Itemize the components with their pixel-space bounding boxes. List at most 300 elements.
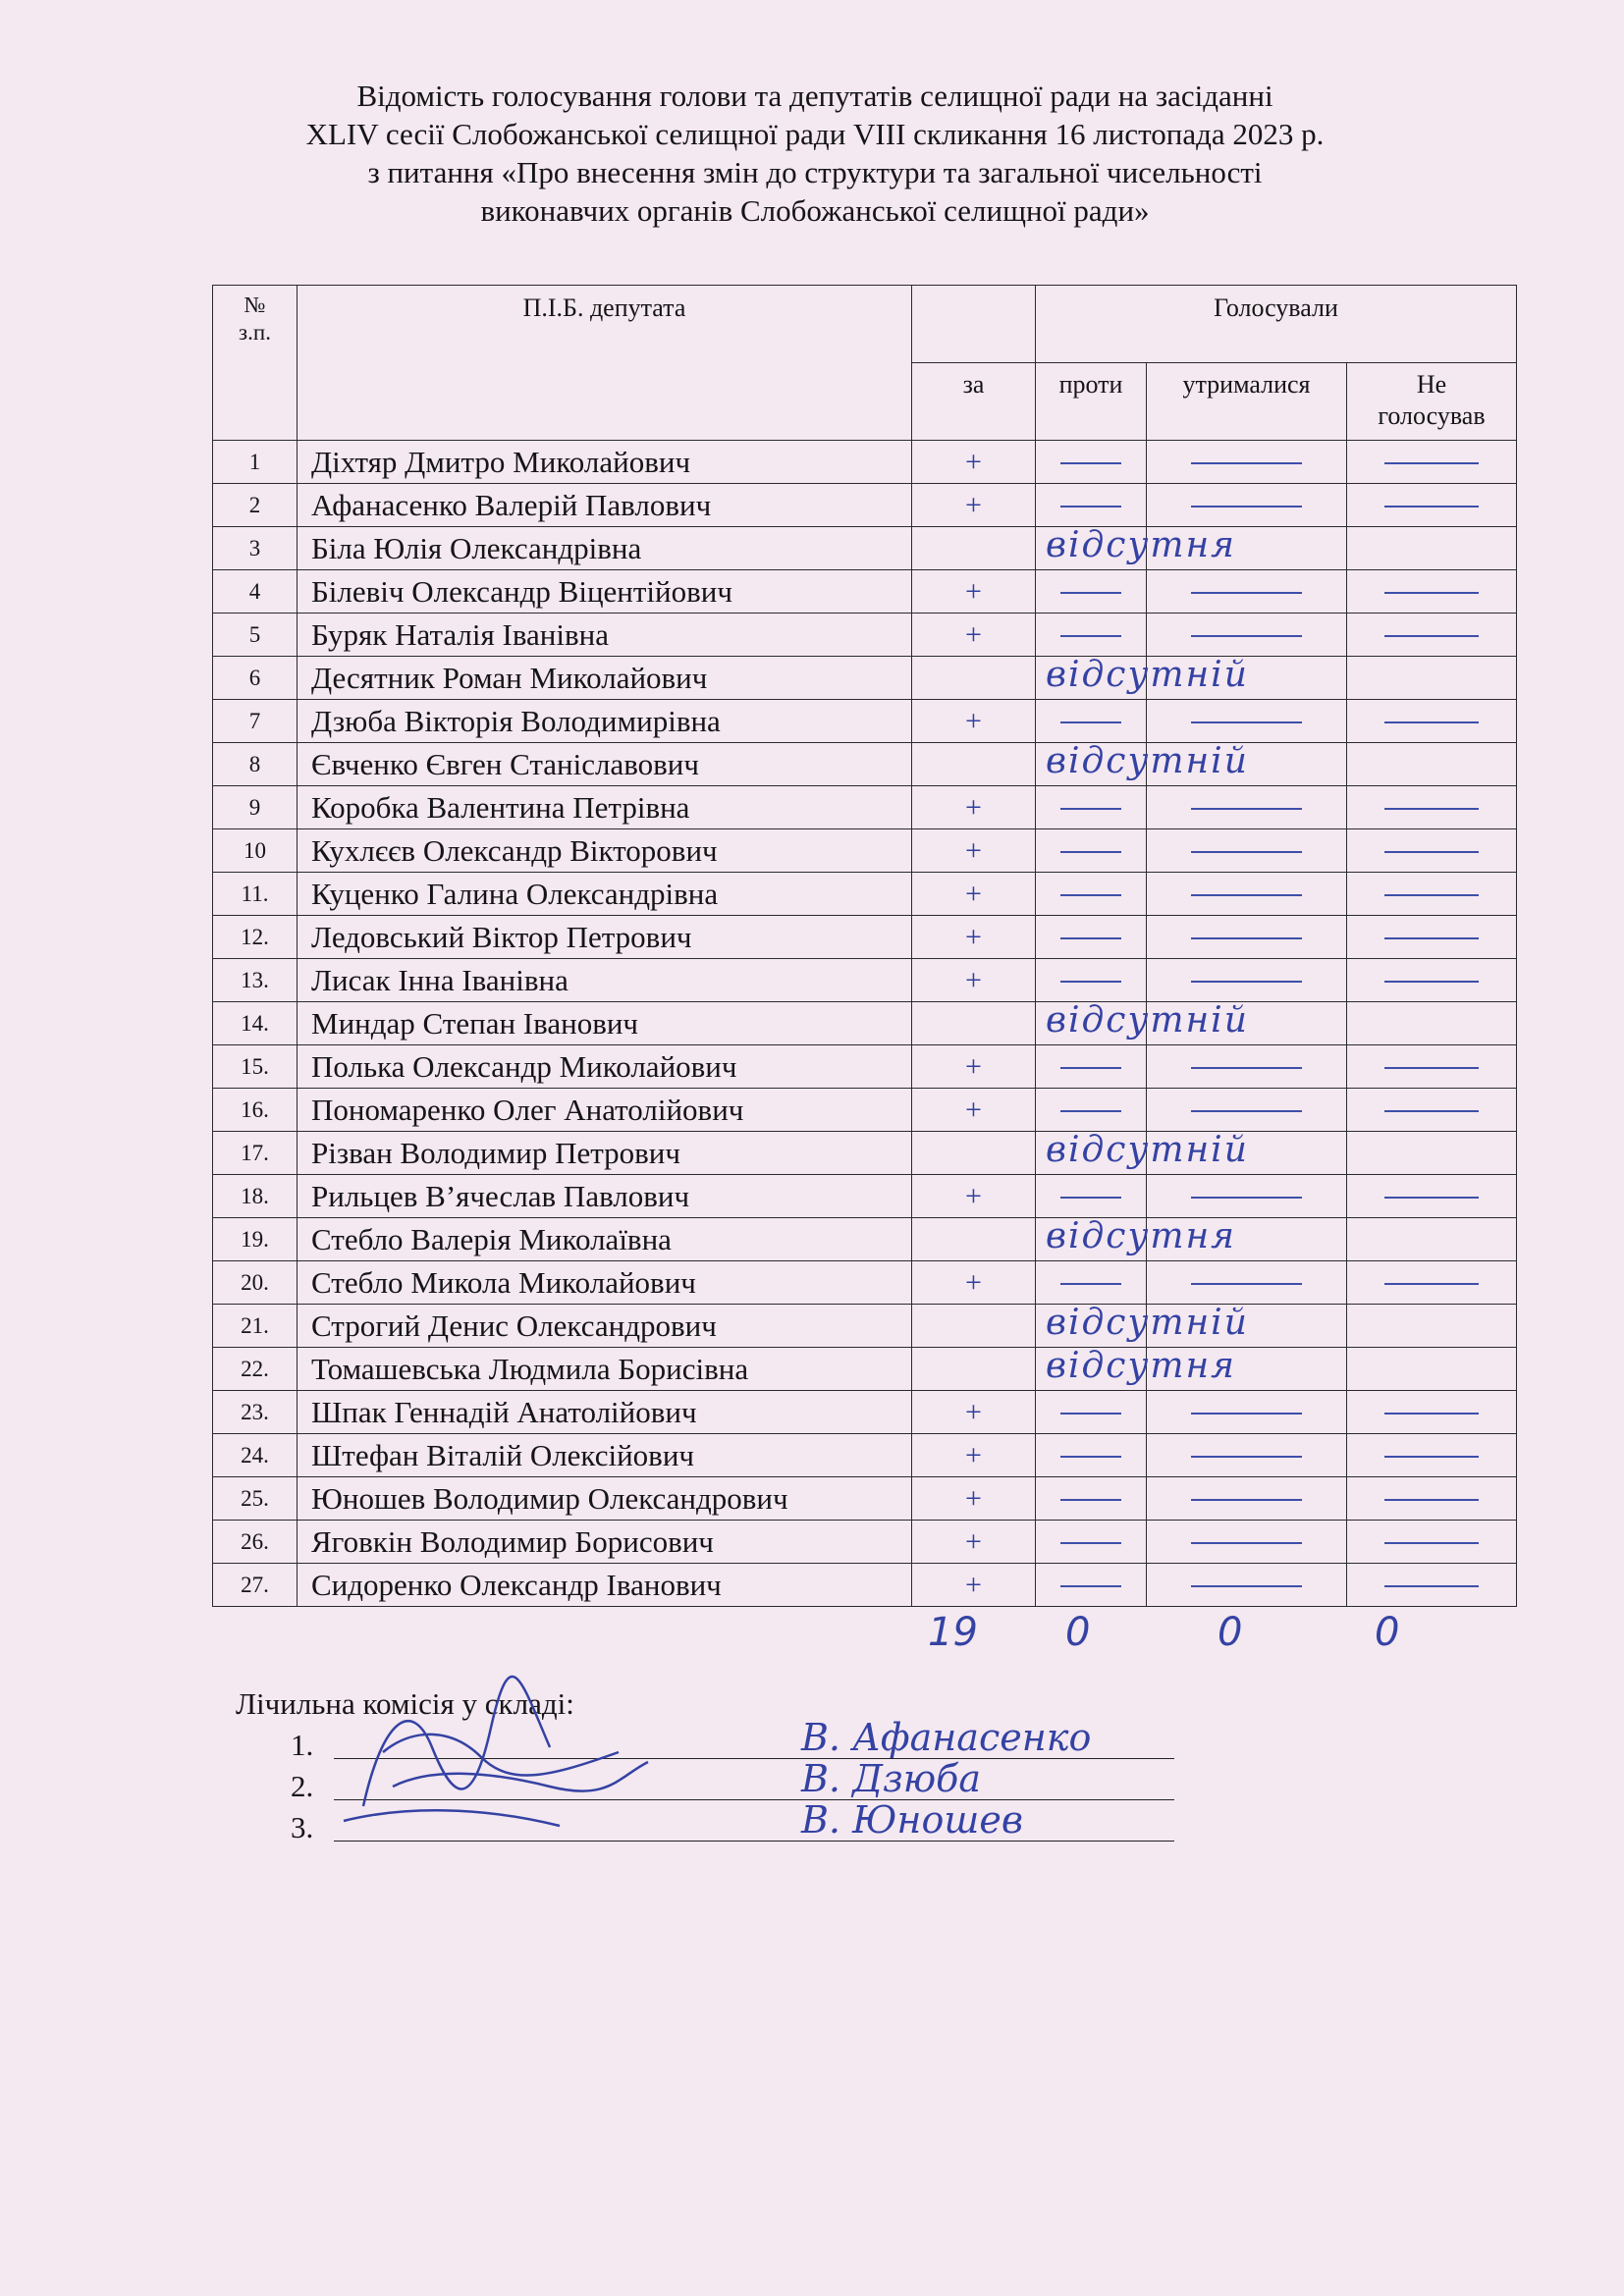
dash-mark-icon — [1191, 1585, 1303, 1587]
vote-za-cell — [912, 1089, 1036, 1132]
absent-note: відсутня — [1046, 1346, 1237, 1386]
vote-ne-cell — [1347, 484, 1517, 527]
deputy-name: Десятник Роман Миколайович — [298, 657, 912, 700]
column-header-number: № з.п. — [213, 286, 298, 441]
dash-mark-icon — [1191, 1110, 1303, 1112]
vote-proty-cell — [1036, 873, 1147, 916]
table-body — [213, 441, 1517, 1607]
vote-ne-cell — [1347, 1434, 1517, 1477]
vote-za-cell — [912, 1564, 1036, 1607]
vote-za-cell — [912, 441, 1036, 484]
vote-ne-cell — [1347, 657, 1517, 700]
dash-mark-icon — [1384, 1197, 1479, 1199]
vote-proty-cell — [1036, 916, 1147, 959]
vote-ne-cell — [1347, 1175, 1517, 1218]
table-row — [213, 570, 1517, 614]
dash-mark-icon — [1191, 1067, 1303, 1069]
row-number: 4 — [213, 570, 298, 614]
row-number: 7 — [213, 700, 298, 743]
vote-za-cell — [912, 1261, 1036, 1305]
deputy-name: Ледовський Віктор Петрович — [298, 916, 912, 959]
dash-mark-icon — [1384, 851, 1479, 853]
dash-mark-icon — [1060, 1499, 1122, 1501]
handwritten-name: В. Дзюба — [801, 1757, 982, 1800]
dash-mark-icon — [1060, 462, 1122, 464]
vote-proty-cell — [1036, 1130, 1249, 1175]
table-row — [213, 1045, 1517, 1089]
vote-utrymalysia-cell — [1147, 1521, 1347, 1564]
vote-za-cell — [912, 1348, 1036, 1391]
table-row — [213, 1305, 1517, 1348]
vote-ne-cell — [1347, 786, 1517, 829]
dash-mark-icon — [1060, 1456, 1122, 1458]
deputy-name: Пономаренко Олег Анатолійович — [298, 1089, 912, 1132]
absent-note: відсутній — [1046, 655, 1249, 695]
vote-proty-cell — [1036, 786, 1147, 829]
plus-mark-icon: + — [965, 1568, 982, 1601]
row-number: 6 — [213, 657, 298, 700]
dash-mark-icon — [1060, 1413, 1122, 1415]
vote-utrymalysia-cell — [1147, 786, 1347, 829]
table-row — [213, 916, 1517, 959]
vote-utrymalysia-cell — [1147, 1477, 1347, 1521]
handwritten-name: В. Юношев — [801, 1798, 1023, 1842]
row-number: 14. — [213, 1002, 298, 1045]
vote-za-cell — [912, 1434, 1036, 1477]
vote-za-cell — [912, 700, 1036, 743]
plus-mark-icon: + — [965, 1093, 982, 1126]
dash-mark-icon — [1060, 1110, 1122, 1112]
vote-za-cell — [912, 1218, 1036, 1261]
vote-ne-cell — [1347, 570, 1517, 614]
vote-proty-cell — [1036, 1000, 1249, 1045]
deputy-name: Різван Володимир Петрович — [298, 1132, 912, 1175]
vote-ne-cell — [1347, 959, 1517, 1002]
deputy-name: Стебло Микола Миколайович — [298, 1261, 912, 1305]
commission-member-number: 1. — [291, 1728, 314, 1762]
vote-ne-cell — [1347, 1391, 1517, 1434]
deputy-name: Томашевська Людмила Борисівна — [298, 1348, 912, 1391]
vote-proty-cell — [1036, 441, 1147, 484]
vote-za-cell — [912, 1305, 1036, 1348]
table-row — [213, 1218, 1517, 1261]
dash-mark-icon — [1384, 1283, 1479, 1285]
vote-ne-cell — [1347, 527, 1517, 570]
vote-utrymalysia-cell — [1147, 700, 1347, 743]
total-za: 19 — [928, 1610, 978, 1655]
absent-note: відсутній — [1046, 1130, 1249, 1170]
deputy-name: Кухлєєв Олександр Вікторович — [298, 829, 912, 873]
total-proty: 0 — [1065, 1610, 1091, 1655]
deputy-name: Сидоренко Олександр Іванович — [298, 1564, 912, 1607]
plus-mark-icon: + — [965, 1438, 982, 1471]
vote-ne-cell — [1347, 1521, 1517, 1564]
vote-utrymalysia-cell — [1147, 959, 1347, 1002]
dash-mark-icon — [1060, 851, 1122, 853]
header-line-4: виконавчих органів Слобожанської селищної ради» — [480, 193, 1150, 228]
plus-mark-icon: + — [965, 1179, 982, 1212]
deputy-name: Коробка Валентина Петрівна — [298, 786, 912, 829]
vote-za-cell — [912, 1175, 1036, 1218]
dash-mark-icon — [1060, 1542, 1122, 1544]
table-row — [213, 700, 1517, 743]
dash-mark-icon — [1384, 1413, 1479, 1415]
plus-mark-icon: + — [965, 617, 982, 651]
vote-proty-cell — [1036, 614, 1147, 657]
vote-ne-cell — [1347, 1089, 1517, 1132]
plus-mark-icon: + — [965, 1524, 982, 1558]
vote-proty-cell — [1036, 1477, 1147, 1521]
row-number: 13. — [213, 959, 298, 1002]
deputy-name: Полька Олександр Миколайович — [298, 1045, 912, 1089]
deputy-name: Діхтяр Дмитро Миколайович — [298, 441, 912, 484]
vote-ne-cell — [1347, 1305, 1517, 1348]
dash-mark-icon — [1191, 1542, 1303, 1544]
vote-proty-cell — [1036, 829, 1147, 873]
table-row — [213, 873, 1517, 916]
dash-mark-icon — [1384, 1585, 1479, 1587]
dash-mark-icon — [1191, 894, 1303, 896]
column-header-voted: Голосували — [1036, 286, 1517, 363]
row-number: 18. — [213, 1175, 298, 1218]
dash-mark-icon — [1191, 808, 1303, 810]
row-number: 17. — [213, 1132, 298, 1175]
vote-proty-cell — [1036, 1521, 1147, 1564]
absent-note: відсутня — [1046, 1216, 1237, 1256]
dash-mark-icon — [1191, 981, 1303, 983]
vote-utrymalysia-cell — [1147, 873, 1347, 916]
table-row — [213, 1089, 1517, 1132]
signatures-scribble — [324, 1659, 697, 1845]
dash-mark-icon — [1191, 1456, 1303, 1458]
deputy-name: Куценко Галина Олександрівна — [298, 873, 912, 916]
table-row — [213, 484, 1517, 527]
vote-za-cell — [912, 1132, 1036, 1175]
table-row — [213, 743, 1517, 786]
dash-mark-icon — [1191, 506, 1303, 507]
row-number: 12. — [213, 916, 298, 959]
vote-utrymalysia-cell — [1147, 484, 1347, 527]
vote-proty-cell — [1036, 1303, 1249, 1348]
plus-mark-icon: + — [965, 1049, 982, 1083]
dash-mark-icon — [1384, 1067, 1479, 1069]
commission-title: Лічильна комісія у складі: — [236, 1686, 574, 1721]
absent-note: відсутня — [1046, 525, 1237, 565]
deputy-name: Юношев Володимир Олександрович — [298, 1477, 912, 1521]
plus-mark-icon: + — [965, 877, 982, 910]
vote-ne-cell — [1347, 614, 1517, 657]
plus-mark-icon: + — [965, 574, 982, 608]
column-header-blank — [912, 286, 1036, 363]
table-row — [213, 614, 1517, 657]
table-row — [213, 657, 1517, 700]
column-header-ne-golosuvav: Не голосував — [1347, 363, 1517, 441]
vote-proty-cell — [1036, 1391, 1147, 1434]
vote-proty-cell — [1036, 655, 1249, 700]
vote-ne-cell — [1347, 1002, 1517, 1045]
dash-mark-icon — [1384, 808, 1479, 810]
dash-mark-icon — [1191, 635, 1303, 637]
deputy-name: Рильцев В’ячеслав Павлович — [298, 1175, 912, 1218]
vote-utrymalysia-cell — [1147, 1045, 1347, 1089]
vote-utrymalysia-cell — [1147, 1089, 1347, 1132]
total-utrymalysia: 0 — [1218, 1610, 1243, 1655]
table-row — [213, 1175, 1517, 1218]
header-line-1: Відомість голосування голови та депутатів селищної ради на засіданні — [356, 79, 1273, 113]
vote-za-cell — [912, 570, 1036, 614]
dash-mark-icon — [1060, 1067, 1122, 1069]
vote-utrymalysia-cell — [1147, 1261, 1347, 1305]
vote-proty-cell — [1036, 741, 1249, 786]
dash-mark-icon — [1060, 937, 1122, 939]
table-row — [213, 959, 1517, 1002]
vote-za-cell — [912, 1521, 1036, 1564]
vote-proty-cell — [1036, 1089, 1147, 1132]
dash-mark-icon — [1191, 1197, 1303, 1199]
dash-mark-icon — [1060, 1283, 1122, 1285]
vote-proty-cell — [1036, 959, 1147, 1002]
vote-ne-cell — [1347, 1348, 1517, 1391]
vote-ne-cell — [1347, 1261, 1517, 1305]
plus-mark-icon: + — [965, 488, 982, 521]
dash-mark-icon — [1384, 462, 1479, 464]
vote-proty-cell — [1036, 1261, 1147, 1305]
dash-mark-icon — [1384, 1542, 1479, 1544]
vote-za-cell — [912, 1477, 1036, 1521]
plus-mark-icon: + — [965, 445, 982, 478]
dash-mark-icon — [1191, 937, 1303, 939]
deputy-name: Афанасенко Валерій Павлович — [298, 484, 912, 527]
vote-ne-cell — [1347, 441, 1517, 484]
vote-utrymalysia-cell — [1147, 527, 1347, 570]
vote-utrymalysia-cell — [1147, 1175, 1347, 1218]
vote-utrymalysia-cell — [1147, 1002, 1347, 1045]
dash-mark-icon — [1060, 506, 1122, 507]
deputy-name: Біла Юлія Олександрівна — [298, 527, 912, 570]
dash-mark-icon — [1384, 592, 1479, 594]
dash-mark-icon — [1384, 981, 1479, 983]
dash-mark-icon — [1191, 721, 1303, 723]
deputy-name: Миндар Степан Іванович — [298, 1002, 912, 1045]
dash-mark-icon — [1060, 1585, 1122, 1587]
vote-ne-cell — [1347, 829, 1517, 873]
commission-member-number: 2. — [291, 1769, 314, 1803]
vote-proty-cell — [1036, 1045, 1147, 1089]
deputy-name: Яговкін Володимир Борисович — [298, 1521, 912, 1564]
row-number: 23. — [213, 1391, 298, 1434]
dash-mark-icon — [1060, 1197, 1122, 1199]
column-header-proty: проти — [1036, 363, 1147, 441]
row-number: 20. — [213, 1261, 298, 1305]
vote-utrymalysia-cell — [1147, 1434, 1347, 1477]
header-line-3: з питання «Про внесення змін до структури та загальної чисельності — [367, 155, 1263, 189]
vote-ne-cell — [1347, 1045, 1517, 1089]
row-number: 11. — [213, 873, 298, 916]
table-row — [213, 1348, 1517, 1391]
table-row — [213, 1521, 1517, 1564]
row-number: 8 — [213, 743, 298, 786]
vote-utrymalysia-cell — [1147, 743, 1347, 786]
row-number: 15. — [213, 1045, 298, 1089]
dash-mark-icon — [1060, 721, 1122, 723]
row-number: 5 — [213, 614, 298, 657]
vote-proty-cell — [1036, 525, 1237, 570]
vote-za-cell — [912, 873, 1036, 916]
deputy-name: Стебло Валерія Миколаївна — [298, 1218, 912, 1261]
vote-proty-cell — [1036, 1564, 1147, 1607]
table-row — [213, 1132, 1517, 1175]
handwritten-name: В. Афанасенко — [801, 1716, 1092, 1759]
vote-utrymalysia-cell — [1147, 1391, 1347, 1434]
dash-mark-icon — [1191, 1499, 1303, 1501]
plus-mark-icon: + — [965, 963, 982, 996]
vote-proty-cell — [1036, 700, 1147, 743]
row-number: 27. — [213, 1564, 298, 1607]
row-number: 1 — [213, 441, 298, 484]
row-number: 26. — [213, 1521, 298, 1564]
table-row — [213, 1261, 1517, 1305]
vote-ne-cell — [1347, 916, 1517, 959]
plus-mark-icon: + — [965, 833, 982, 867]
vote-za-cell — [912, 527, 1036, 570]
table-row — [213, 527, 1517, 570]
dash-mark-icon — [1384, 937, 1479, 939]
table-row — [213, 1564, 1517, 1607]
commission-member-number: 3. — [291, 1810, 314, 1844]
plus-mark-icon: + — [965, 704, 982, 737]
vote-ne-cell — [1347, 1477, 1517, 1521]
plus-mark-icon: + — [965, 1265, 982, 1299]
deputy-name: Лисак Інна Іванівна — [298, 959, 912, 1002]
vote-utrymalysia-cell — [1147, 441, 1347, 484]
dash-mark-icon — [1384, 894, 1479, 896]
plus-mark-icon: + — [965, 1395, 982, 1428]
row-number: 24. — [213, 1434, 298, 1477]
vote-proty-cell — [1036, 484, 1147, 527]
plus-mark-icon: + — [965, 920, 982, 953]
dash-mark-icon — [1060, 635, 1122, 637]
vote-utrymalysia-cell — [1147, 1218, 1347, 1261]
document-header — [157, 77, 1473, 230]
row-number: 3 — [213, 527, 298, 570]
vote-utrymalysia-cell — [1147, 829, 1347, 873]
vote-proty-cell — [1036, 1216, 1237, 1261]
dash-mark-icon — [1060, 592, 1122, 594]
row-number: 19. — [213, 1218, 298, 1261]
dash-mark-icon — [1191, 851, 1303, 853]
vote-za-cell — [912, 786, 1036, 829]
dash-mark-icon — [1384, 506, 1479, 507]
dash-mark-icon — [1191, 462, 1303, 464]
deputy-name: Євченко Євген Станіславович — [298, 743, 912, 786]
absent-note: відсутній — [1046, 1303, 1249, 1343]
vote-za-cell — [912, 916, 1036, 959]
vote-ne-cell — [1347, 1132, 1517, 1175]
dash-mark-icon — [1191, 1413, 1303, 1415]
vote-za-cell — [912, 1391, 1036, 1434]
absent-note: відсутній — [1046, 741, 1249, 781]
dash-mark-icon — [1384, 721, 1479, 723]
header-line-2: XLIV сесії Слобожанської селищної ради VIII скликання 16 листопада 2023 р. — [305, 117, 1325, 151]
vote-za-cell — [912, 1045, 1036, 1089]
table-row — [213, 786, 1517, 829]
deputy-name: Дзюба Вікторія Володимирівна — [298, 700, 912, 743]
table-row — [213, 441, 1517, 484]
vote-za-cell — [912, 959, 1036, 1002]
vote-utrymalysia-cell — [1147, 1348, 1347, 1391]
dash-mark-icon — [1384, 1110, 1479, 1112]
vote-ne-cell — [1347, 1218, 1517, 1261]
vote-utrymalysia-cell — [1147, 1564, 1347, 1607]
vote-proty-cell — [1036, 1346, 1237, 1391]
deputy-name: Буряк Наталія Іванівна — [298, 614, 912, 657]
vote-ne-cell — [1347, 1564, 1517, 1607]
dash-mark-icon — [1384, 1499, 1479, 1501]
deputy-name: Білевіч Олександр Віцентійович — [298, 570, 912, 614]
dash-mark-icon — [1384, 635, 1479, 637]
vote-utrymalysia-cell — [1147, 614, 1347, 657]
table-row — [213, 829, 1517, 873]
vote-za-cell — [912, 614, 1036, 657]
deputy-name: Шпак Геннадій Анатолійович — [298, 1391, 912, 1434]
dash-mark-icon — [1060, 894, 1122, 896]
vote-utrymalysia-cell — [1147, 570, 1347, 614]
dash-mark-icon — [1191, 1283, 1303, 1285]
table-row — [213, 1002, 1517, 1045]
vote-utrymalysia-cell — [1147, 916, 1347, 959]
column-header-utrymalysia: утрималися — [1147, 363, 1347, 441]
total-ne: 0 — [1375, 1610, 1400, 1655]
row-number: 16. — [213, 1089, 298, 1132]
dash-mark-icon — [1060, 808, 1122, 810]
dash-mark-icon — [1060, 981, 1122, 983]
plus-mark-icon: + — [965, 790, 982, 824]
table-row — [213, 1391, 1517, 1434]
vote-utrymalysia-cell — [1147, 1305, 1347, 1348]
row-number: 9 — [213, 786, 298, 829]
dash-mark-icon — [1191, 592, 1303, 594]
row-number: 2 — [213, 484, 298, 527]
vote-za-cell — [912, 743, 1036, 786]
deputy-name: Строгий Денис Олександрович — [298, 1305, 912, 1348]
row-number: 25. — [213, 1477, 298, 1521]
vote-za-cell — [912, 657, 1036, 700]
plus-mark-icon: + — [965, 1481, 982, 1515]
deputy-name: Штефан Віталій Олексійович — [298, 1434, 912, 1477]
vote-za-cell — [912, 1002, 1036, 1045]
row-number: 22. — [213, 1348, 298, 1391]
dash-mark-icon — [1384, 1456, 1479, 1458]
table-row — [213, 1434, 1517, 1477]
column-header-za: за — [912, 363, 1036, 441]
vote-za-cell — [912, 829, 1036, 873]
vote-za-cell — [912, 484, 1036, 527]
vote-proty-cell — [1036, 1434, 1147, 1477]
vote-proty-cell — [1036, 1175, 1147, 1218]
vote-utrymalysia-cell — [1147, 657, 1347, 700]
vote-ne-cell — [1347, 873, 1517, 916]
absent-note: відсутній — [1046, 1000, 1249, 1041]
column-header-name: П.І.Б. депутата — [298, 286, 912, 441]
row-number: 10 — [213, 829, 298, 873]
vote-ne-cell — [1347, 743, 1517, 786]
row-number: 21. — [213, 1305, 298, 1348]
voting-table — [212, 285, 1517, 1607]
table-row — [213, 1477, 1517, 1521]
vote-proty-cell — [1036, 570, 1147, 614]
vote-utrymalysia-cell — [1147, 1132, 1347, 1175]
vote-ne-cell — [1347, 700, 1517, 743]
